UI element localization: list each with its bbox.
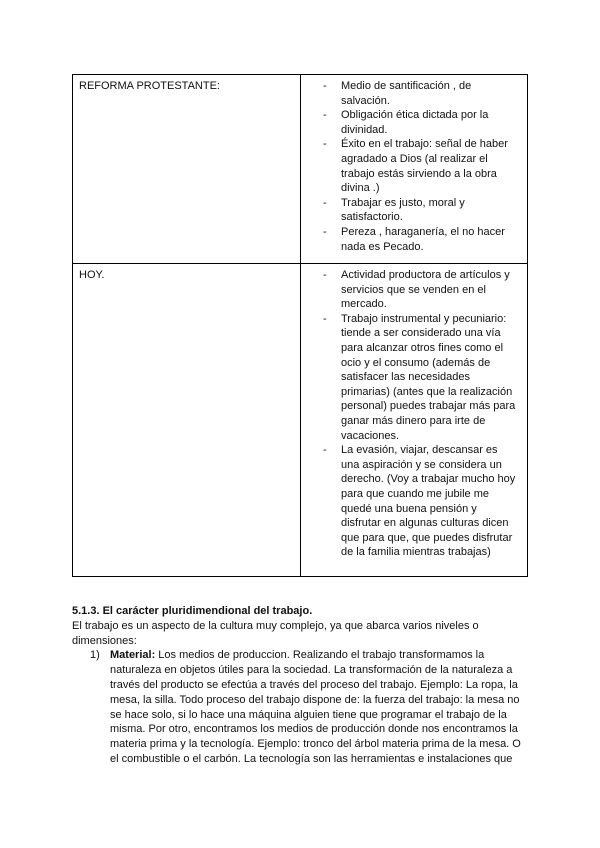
list-item: - La evasión, viajar, descansar es una aspiración y se considera un derecho. (Voy a trabajar mucho hoy para que cuando me jubile me quedé una buena pensión y disfrutar en algunas culturas dicen que para que, que puedes disfrutar de la familia mientras trabajas) — [341, 443, 521, 560]
numbered-list — [72, 648, 530, 766]
list-number: 1) — [90, 649, 100, 662]
bullet-list — [307, 268, 521, 560]
section-5-1-3 — [72, 604, 530, 767]
table-row — [73, 75, 528, 264]
bullet-list — [307, 79, 521, 254]
list-item: - Actividad productora de artículos y servicios que se venden en el mercado. — [341, 268, 521, 312]
list-term: Material: — [110, 649, 156, 662]
list-item: - Medio de santificación , de salvación. — [341, 79, 521, 108]
row-label: HOY. — [73, 264, 301, 577]
list-item: - Pereza , haraganería, el no hacer nada es Pecado. — [341, 225, 521, 254]
section-heading: 5.1.3. El carácter pluridimendional del trabajo. — [72, 605, 313, 617]
list-item: - Obligación ética dictada por la divinidad. — [341, 108, 521, 137]
list-text: Los medios de produccion. Realizando el trabajo transformamos la naturaleza en objetos útiles para la sociedad. La transformación de la naturaleza a través del producto se efectúa a través del proceso del trabajo. Ejemplo: La ropa, la mesa, la silla. Todo proceso del trabajo dispone de: la fuerza del trabajo: la mesa no se hace solo, si lo hace una máquina alguien tiene que programar el trabajo de la misma. Por otro, encontramos los medios de producción donde nos encontramos la materia prima y la tecnología. Ejemplo: tronco del árbol materia prima de la mesa. O el combustible o el carbón. La tecnología son las herramientas e instalaciones que — [110, 649, 521, 765]
list-item — [90, 648, 530, 766]
list-item: - Trabajar es justo, moral y satisfactorio. — [341, 196, 521, 225]
table-row — [73, 264, 528, 577]
list-item: - Trabajo instrumental y pecuniario: tiende a ser considerado una vía para alcanzar otros fines como el ocio y el consumo (además de satisfacer las necesidades primarias) (antes que la realización personal) puedes trabajar más para ganar más dinero para irte de vacaciones. — [341, 312, 521, 443]
row-content — [301, 75, 528, 264]
comparison-table — [72, 74, 528, 577]
row-label: REFORMA PROTESTANTE: — [73, 75, 301, 264]
row-content — [301, 264, 528, 577]
list-item: - Éxito en el trabajo: señal de haber agradado a Dios (al realizar el trabajo estás sirviendo a la obra divina .) — [341, 137, 521, 195]
section-intro: El trabajo es un aspecto de la cultura muy complejo, ya que abarca varios niveles o dimensiones: — [72, 619, 479, 647]
